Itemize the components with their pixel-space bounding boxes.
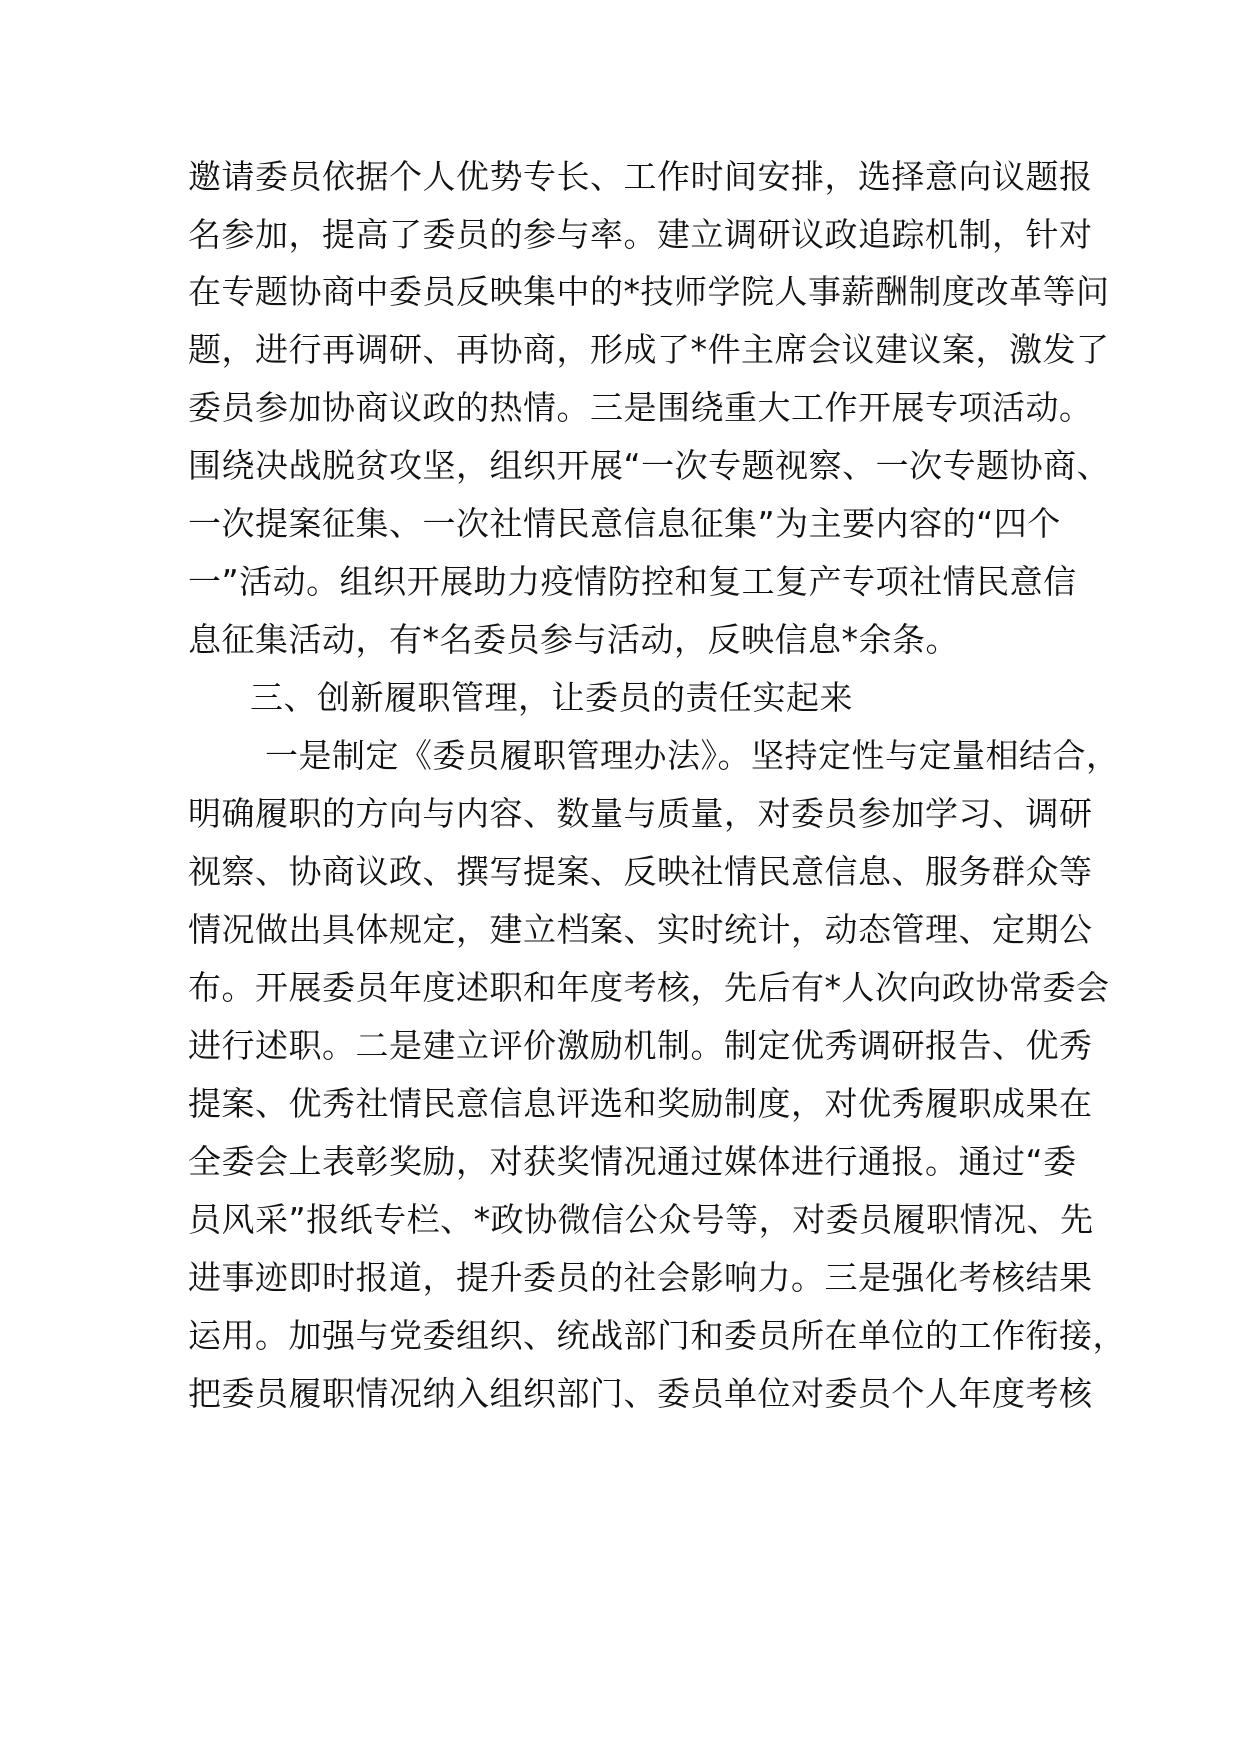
text-line: 题，进行再调研、再协商，形成了*件主席会议建议案，激发了 (188, 330, 1110, 369)
text-line: 委员参加协商议政的热情。三是围绕重大工作开展专项活动。 (188, 388, 1093, 427)
text-line: 布。开展委员年度述职和年度考核，先后有*人次向政协常委会 (188, 968, 1110, 1007)
text-line: 运用。加强与党委组织、统战部门和委员所在单位的工作衔接， (188, 1316, 1126, 1355)
text-line: 视察、协商议政、撰写提案、反映社情民意信息、服务群众等 (188, 852, 1093, 891)
text-line: 名参加，提高了委员的参与率。建立调研议政追踪机制，针对 (188, 215, 1093, 254)
text-line: 进行述职。二是建立评价激励机制。制定优秀调研报告、优秀 (188, 1026, 1093, 1065)
section-heading: 三、创新履职管理，让委员的责任实起来 (250, 678, 853, 717)
text-line: 息征集活动，有*名委员参与活动，反映信息*余条。 (188, 620, 959, 659)
text-line: 一次提案征集、一次社情民意信息征集”为主要内容的“四个 (188, 504, 1061, 543)
text-line: 提案、优秀社情民意信息评选和奖励制度，对优秀履职成果在 (188, 1084, 1093, 1123)
text-line: 进事迹即时报道，提升委员的社会影响力。三是强化考核结果 (188, 1258, 1093, 1297)
text-line: 围绕决战脱贫攻坚，组织开展“一次专题视察、一次专题协商、 (188, 446, 1111, 485)
text-line: 全委会上表彰奖励，对获奖情况通过媒体进行通报。通过“委 (188, 1142, 1077, 1181)
text-line: 情况做出具体规定，建立档案、实时统计，动态管理、定期公 (188, 910, 1093, 949)
text-line: 把委员履职情况纳入组织部门、委员单位对委员个人年度考核 (188, 1374, 1093, 1413)
text-line: 员风采”报纸专栏、*政协微信公众号等，对委员履职情况、先 (188, 1200, 1094, 1239)
text-line: 明确履职的方向与内容、数量与质量，对委员参加学习、调研 (188, 794, 1093, 833)
text-line: 邀请委员依据个人优势专长、工作时间安排，选择意向议题报 (188, 157, 1093, 196)
text-line: 一”活动。组织开展助力疫情防控和复工复产专项社情民意信 (188, 562, 1077, 601)
text-line: 在专题协商中委员反映集中的*技师学院人事薪酬制度改革等问 (188, 272, 1110, 311)
text-line: 一是制定《委员履职管理办法》。坚持定性与定量相结合， (265, 736, 1120, 775)
